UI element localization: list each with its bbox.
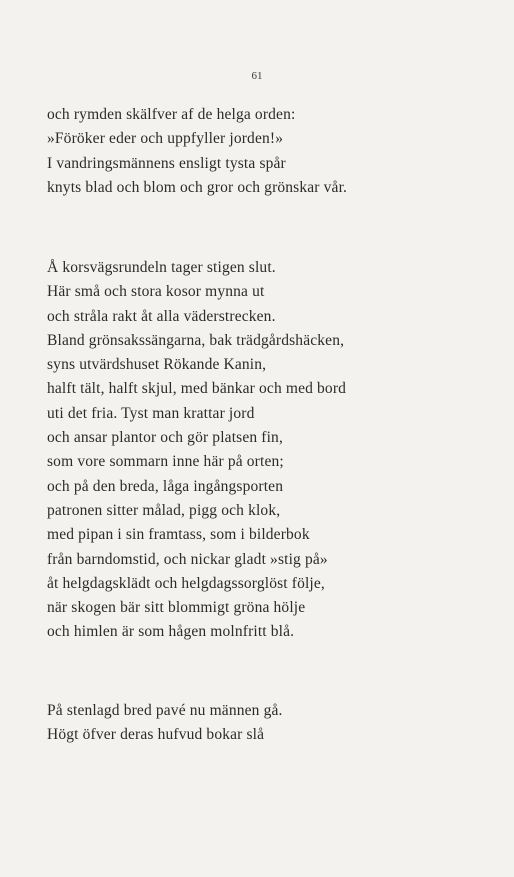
poem-line: »Föröker eder och uppfyller jorden!» <box>47 130 284 148</box>
poem-line: som vore sommarn inne här på orten; <box>47 453 284 471</box>
stanza <box>47 699 487 748</box>
poem-line: Å korsvägsrundeln tager stigen slut. <box>47 259 276 276</box>
poem-line: och på den breda, låga ingångsporten <box>47 477 284 495</box>
poem-line: Bland grönsakssängarna, bak trädgårdshäcken, <box>47 331 345 349</box>
poem-line: syns utvärdshuset Rökande Kanin, <box>47 356 267 374</box>
poem-line: och rymden skälfver af de helga orden: <box>47 106 296 123</box>
poem-line: patronen sitter målad, pigg och klok, <box>47 501 281 519</box>
poem-line: åt helgdagsklädt och helgdagssorglöst följe, <box>47 574 325 592</box>
poem-line: Högt öfver deras hufvud bokar slå <box>47 726 265 744</box>
poem-line: knyts blad och blom och gror och grönskar vår. <box>47 178 348 196</box>
poem-line: I vandringsmännens ensligt tysta spår <box>47 154 286 172</box>
page-number: 61 <box>251 70 263 82</box>
poem-line: med pipan i sin framtass, som i bilderbok <box>47 526 310 544</box>
poem-line: Här små och stora kosor mynna ut <box>47 283 265 301</box>
poem-line: och stråla rakt åt alla väderstrecken. <box>47 307 276 325</box>
poem-line: På stenlagd bred pavé nu männen gå. <box>47 702 283 719</box>
poem-line: när skogen bär sitt blommigt gröna hölje <box>47 599 306 617</box>
poem-line: från barndomstid, och nickar gladt »stig på» <box>47 550 328 568</box>
poem-line: och himlen är som hågen molnfritt blå. <box>47 623 295 641</box>
poem-line: uti det fria. Tyst man krattar jord <box>47 404 255 422</box>
poem-line: halft tält, halft skjul, med bänkar och med bord <box>47 380 347 398</box>
stanza <box>47 256 487 645</box>
stanza <box>47 103 487 200</box>
poem-line: och ansar plantor och gör platsen fin, <box>47 429 283 447</box>
